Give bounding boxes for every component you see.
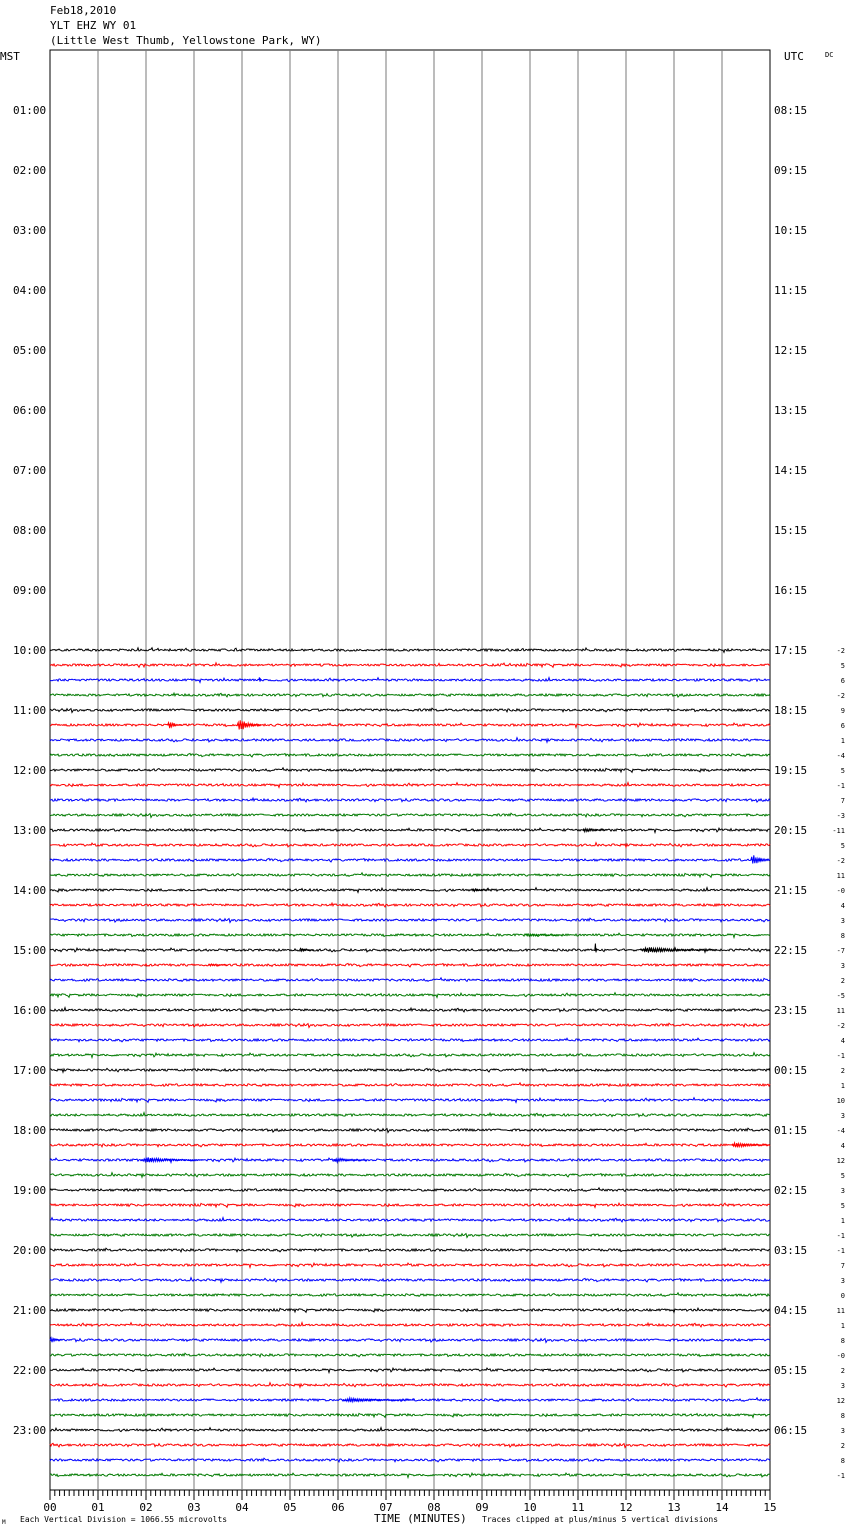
trace-offset-label: 3 (840, 1382, 845, 1390)
left-hour-label: 18:00 (13, 1124, 47, 1137)
trace-offset-label: 6 (840, 722, 845, 730)
trace-line (50, 1458, 770, 1462)
left-hour-label: 04:00 (13, 284, 47, 297)
event-signal (237, 720, 261, 729)
trace-offset-label: 5 (840, 662, 845, 670)
event-signal (732, 1143, 770, 1148)
trace-line (50, 1428, 770, 1432)
left-hour-label: 17:00 (13, 1064, 47, 1077)
x-tick-label: 03 (187, 1501, 201, 1514)
trace-line (50, 663, 770, 668)
x-tick-label: 06 (331, 1501, 345, 1514)
trace-offset-label: 2 (840, 1067, 845, 1075)
trace-line (50, 1383, 770, 1388)
right-hour-label: 20:15 (774, 824, 808, 837)
x-tick-label: 13 (667, 1501, 681, 1514)
trace-offset-label: -2 (836, 647, 845, 655)
trace-offset-label: -0 (836, 1352, 845, 1360)
trace-offset-label: -2 (836, 857, 845, 865)
trace-offset-label: -2 (836, 692, 845, 700)
trace-line (50, 813, 770, 817)
right-hour-label: 00:15 (774, 1064, 808, 1077)
trace-offset-label: 4 (840, 1037, 845, 1045)
x-tick-label: 10 (523, 1501, 537, 1514)
trace-line (50, 1188, 770, 1192)
left-hour-label: 22:00 (13, 1364, 47, 1377)
right-hour-label: 23:15 (774, 1004, 808, 1017)
left-hour-label: 07:00 (13, 464, 47, 477)
trace-offset-label: 3 (840, 962, 845, 970)
station-location: (Little West Thumb, Yellowstone Park, WY) (50, 34, 322, 47)
left-hour-label: 12:00 (13, 764, 47, 777)
trace-offset-label: 3 (840, 1187, 845, 1195)
trace-offset-label: 6 (840, 677, 845, 685)
trace-offset-label: 0 (840, 1292, 845, 1300)
trace-line (50, 708, 770, 712)
trace-offset-label: -5 (836, 992, 845, 1000)
x-tick-label: 07 (379, 1501, 393, 1514)
trace-offset-label: -1 (836, 1052, 845, 1060)
trace-line (50, 738, 770, 743)
x-tick-label: 02 (139, 1501, 153, 1514)
trace-line (50, 783, 770, 788)
trace-line (50, 963, 770, 967)
trace-line (50, 798, 770, 802)
trace-line (50, 1263, 770, 1267)
x-tick-label: 14 (715, 1501, 729, 1514)
trace-offset-label: 3 (840, 917, 845, 925)
event-signal (343, 1398, 415, 1402)
trace-line (50, 1098, 770, 1103)
trace-offset-label: -4 (836, 752, 845, 760)
trace-offset-label: 5 (840, 842, 845, 850)
left-hour-label: 11:00 (13, 704, 47, 717)
trace-line (50, 648, 770, 653)
plot-date: Feb18,2010 (50, 4, 117, 17)
trace-line (50, 1113, 770, 1117)
trace-line (50, 1293, 770, 1297)
right-hour-label: 12:15 (774, 344, 808, 357)
left-hour-label: 05:00 (13, 344, 47, 357)
trace-offset-label: -4 (836, 1127, 845, 1135)
trace-offset-label: 10 (836, 1097, 845, 1105)
trace-offset-label: 9 (840, 707, 845, 715)
trace-offset-label: 8 (840, 1337, 845, 1345)
left-hour-label: 10:00 (13, 644, 47, 657)
left-hour-label: 19:00 (13, 1184, 47, 1197)
trace-line (50, 993, 770, 998)
trace-offset-label: 4 (840, 902, 845, 910)
trace-line (50, 1023, 770, 1027)
trace-line (50, 858, 770, 862)
right-hour-label: 05:15 (774, 1364, 808, 1377)
right-hour-label: 10:15 (774, 224, 808, 237)
x-tick-label: 00 (43, 1501, 57, 1514)
trace-line (50, 723, 770, 727)
trace-line (50, 1339, 770, 1343)
left-hour-label: 02:00 (13, 164, 47, 177)
event-signal (50, 1338, 62, 1343)
trace-line (50, 903, 770, 907)
trace-offset-label: -3 (836, 812, 845, 820)
trace-line (50, 1413, 770, 1417)
left-hour-label: 13:00 (13, 824, 47, 837)
right-hour-labels (774, 104, 807, 1437)
trace-line (50, 1128, 770, 1132)
trace-line (50, 753, 770, 757)
trace-offset-label: 1 (840, 1217, 845, 1225)
right-hour-label: 13:15 (774, 404, 808, 417)
left-hour-label: 14:00 (13, 884, 47, 897)
right-hour-label: 04:15 (774, 1304, 808, 1317)
trace-offset-label: 7 (840, 797, 845, 805)
x-tick-label: 15 (763, 1501, 777, 1514)
right-hour-label: 06:15 (774, 1424, 808, 1437)
event-signal (595, 944, 597, 953)
right-hour-label: 15:15 (774, 524, 808, 537)
dc-label: DC (825, 51, 834, 59)
trace-offset-label: 1 (840, 737, 845, 745)
trace-offset-label: 1 (840, 1082, 845, 1090)
x-tick-label: 05 (283, 1501, 297, 1514)
x-tick-label: 12 (619, 1501, 633, 1514)
trace-offset-label: 1 (840, 1322, 845, 1330)
event-signal (259, 677, 261, 681)
station-id: YLT EHZ WY 01 (50, 19, 137, 32)
trace-line (50, 1368, 770, 1372)
left-hour-label: 01:00 (13, 104, 47, 117)
trace-offset-label: 12 (836, 1397, 845, 1405)
trace-offset-label: 2 (840, 1442, 845, 1450)
trace-offset-label: 8 (840, 1457, 845, 1465)
trace-line (50, 768, 770, 773)
x-axis (43, 1490, 776, 1514)
trace-line (50, 678, 770, 683)
trace-line (50, 933, 770, 937)
trace-line (50, 828, 770, 832)
left-hour-label: 15:00 (13, 944, 47, 957)
trace-offset-label: 11 (836, 1007, 845, 1015)
x-tick-label: 11 (571, 1501, 585, 1514)
right-hour-label: 11:15 (774, 284, 808, 297)
trace-line (50, 1068, 770, 1072)
left-hour-label: 09:00 (13, 584, 47, 597)
right-hour-label: 16:15 (774, 584, 808, 597)
trace-line (50, 1473, 770, 1477)
trace-line (50, 1308, 770, 1312)
trace-line (50, 1234, 770, 1238)
left-hour-label: 08:00 (13, 524, 47, 537)
right-hour-label: 21:15 (774, 884, 808, 897)
x-tick-label: 09 (475, 1501, 489, 1514)
trace-offset-label: 8 (840, 932, 845, 940)
right-hour-label: 02:15 (774, 1184, 808, 1197)
trace-offset-label: -1 (836, 1232, 845, 1240)
x-tick-label: 01 (91, 1501, 105, 1514)
trace-line (50, 1143, 770, 1147)
trace-line (50, 1278, 770, 1283)
trace-offset-labels (832, 647, 845, 1480)
trace-offset-label: 5 (840, 1202, 845, 1210)
trace-line (50, 1083, 770, 1087)
trace-offset-label: 8 (840, 1412, 845, 1420)
trace-line (50, 1203, 770, 1207)
trace-offset-label: 7 (840, 1262, 845, 1270)
left-hour-labels (13, 104, 46, 1437)
left-hour-label: 20:00 (13, 1244, 47, 1257)
right-hour-label: 03:15 (774, 1244, 808, 1257)
trace-offset-label: 3 (840, 1277, 845, 1285)
x-axis-title: TIME (MINUTES) (374, 1512, 467, 1525)
trace-line (50, 873, 770, 878)
right-timezone-label: UTC (784, 50, 804, 63)
right-hour-label: 08:15 (774, 104, 808, 117)
left-hour-label: 23:00 (13, 1424, 47, 1437)
trace-line (50, 1038, 770, 1042)
trace-line (50, 1053, 770, 1058)
trace-line (50, 693, 770, 697)
trace-offset-label: 4 (840, 1142, 845, 1150)
corner-mark: M (2, 1519, 6, 1526)
trace-offset-label: 3 (840, 1112, 845, 1120)
clip-note: Traces clipped at plus/minus 5 vertical divisions (482, 1515, 719, 1524)
right-hour-label: 14:15 (774, 464, 808, 477)
trace-line (50, 1008, 770, 1012)
trace-line (50, 918, 770, 922)
trace-offset-label: -1 (836, 1247, 845, 1255)
trace-offset-label: -0 (836, 887, 845, 895)
trace-line (50, 1248, 770, 1252)
trace-line (50, 888, 770, 893)
left-timezone-label: MST (0, 50, 20, 63)
trace-offset-label: -1 (836, 1472, 845, 1480)
trace-offset-label: 11 (836, 1307, 845, 1315)
trace-offset-label: -1 (836, 782, 845, 790)
vertical-division-note: Each Vertical Division = 1066.55 microvolts (20, 1515, 228, 1524)
trace-line (50, 1353, 770, 1357)
trace-line (50, 1218, 770, 1222)
trace-offset-label: -11 (832, 827, 845, 835)
trace-offset-label: 2 (840, 977, 845, 985)
right-hour-label: 22:15 (774, 944, 808, 957)
trace-line (50, 1443, 770, 1447)
trace-line (50, 1173, 770, 1178)
left-hour-label: 16:00 (13, 1004, 47, 1017)
x-tick-label: 04 (235, 1501, 249, 1514)
trace-offset-label: 5 (840, 767, 845, 775)
trace-offset-label: -7 (836, 947, 845, 955)
trace-offset-label: 12 (836, 1157, 845, 1165)
trace-line (50, 843, 770, 848)
left-hour-label: 03:00 (13, 224, 47, 237)
left-hour-label: 06:00 (13, 404, 47, 417)
trace-line (50, 1323, 770, 1327)
trace-offset-label: 2 (840, 1367, 845, 1375)
trace-line (50, 978, 770, 982)
trace-offset-label: -2 (836, 1022, 845, 1030)
right-hour-label: 17:15 (774, 644, 808, 657)
event-signal (640, 947, 717, 952)
right-hour-label: 09:15 (774, 164, 808, 177)
trace-offset-label: 11 (836, 872, 845, 880)
right-hour-label: 19:15 (774, 764, 808, 777)
seismic-traces (50, 648, 770, 1478)
right-hour-label: 01:15 (774, 1124, 808, 1137)
trace-offset-label: 5 (840, 1172, 845, 1180)
x-tick-label: 08 (427, 1501, 441, 1514)
trace-offset-label: 3 (840, 1427, 845, 1435)
left-hour-label: 21:00 (13, 1304, 47, 1317)
right-hour-label: 18:15 (774, 704, 808, 717)
